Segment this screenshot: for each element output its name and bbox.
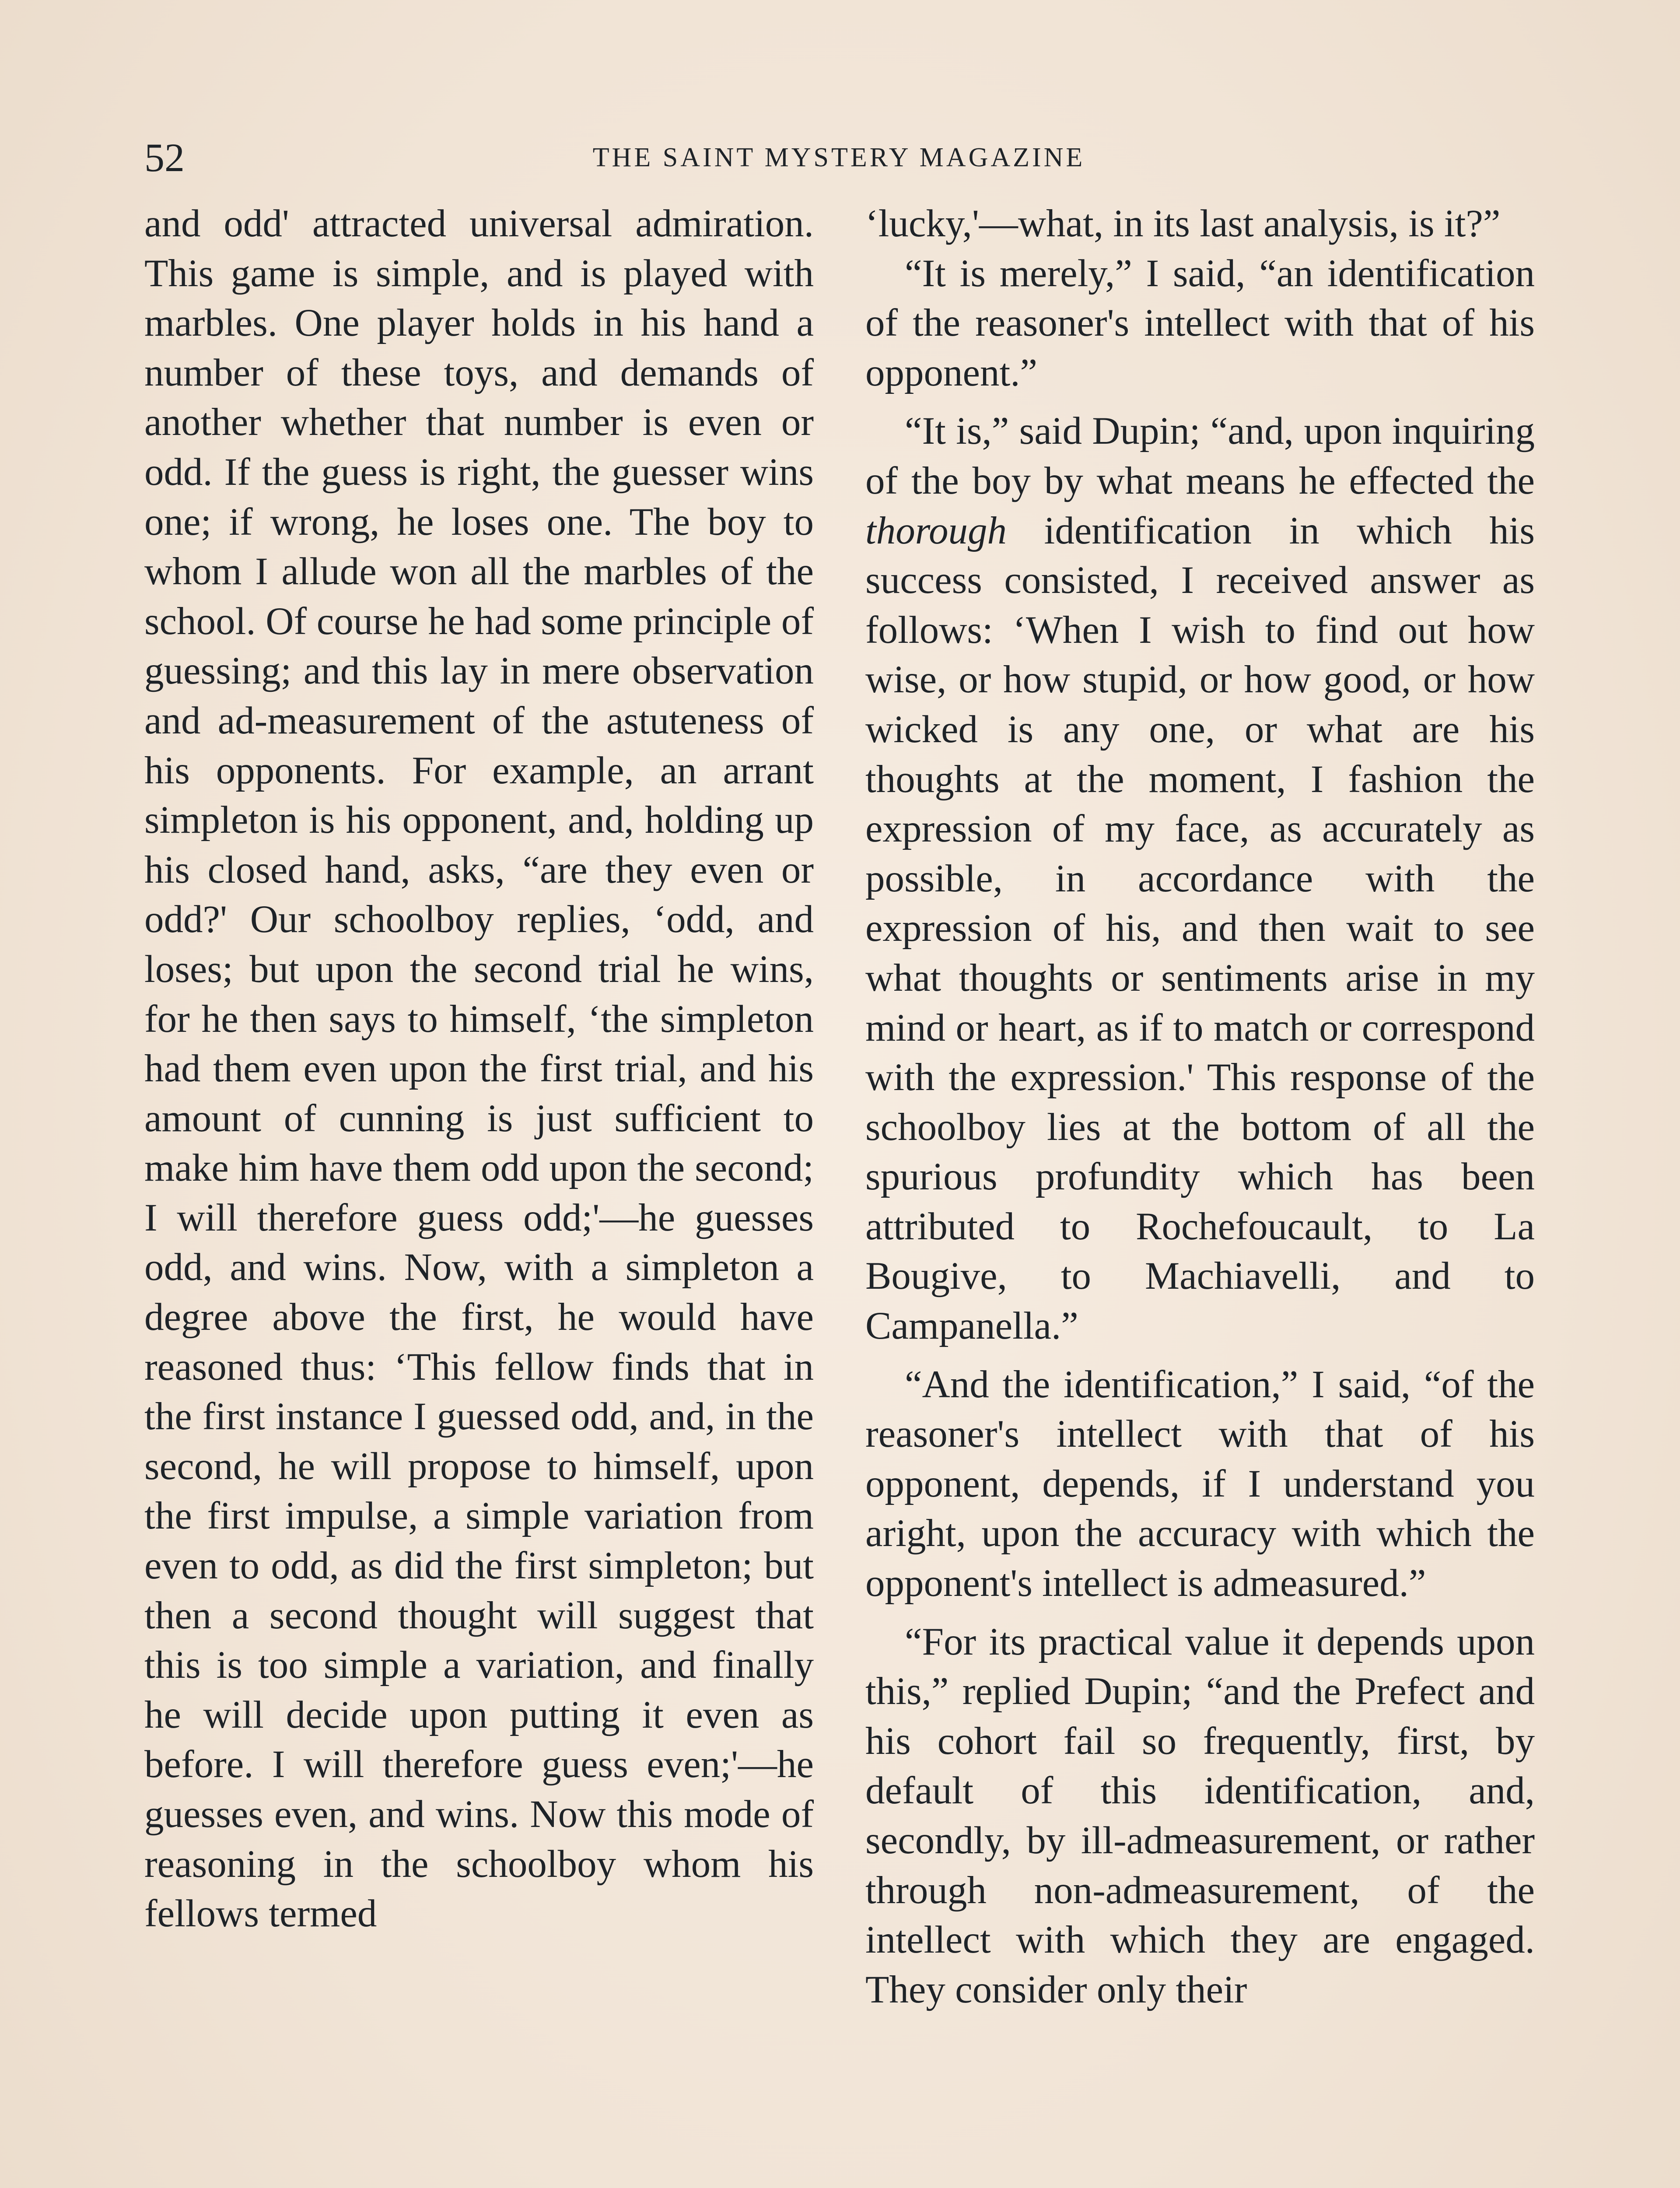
right-paragraph-1: ‘lucky,'—what, in its last analysis, is it?” <box>865 202 1501 245</box>
right-paragraph-2: “It is merely,” I said, “an identification of the reasoner's intellect with that of his opponent.” <box>865 252 1535 394</box>
right-paragraph-4: “And the identification,” I said, “of the reasoner's intellect with that of his opponent, depends, if I understand you aright, upon the accuracy with which the opponent's intellect is admeasured.” <box>865 1363 1535 1605</box>
page-number: 52 <box>144 135 185 180</box>
emphasized-word: thorough <box>865 509 1007 552</box>
page-header <box>144 131 1533 184</box>
right-column <box>865 199 1535 2015</box>
paragraph-text: identification in which his success consisted, I received answer as follows: ‘When I wish to find out how wise, or how stupid, or how good, or how wicked is any one, or what are his thoughts at the moment, I fashion the expression of my face, as accurately as possible, in accordance with the expression of his, and then wait to see what thoughts or sentiments arise in my mind or heart, as if to match or correspond with the expression.' This response of the schoolboy lies at the bottom of all the spurious profundity which has been attributed to Rochefoucault, to La Bougive, to Machiavelli, and to Campanella.” <box>865 509 1535 1348</box>
running-head: THE SAINT MYSTERY MAGAZINE <box>592 143 1085 172</box>
paragraph-text: “It is,” said Dupin; “and, upon inquiring of the boy by what means he effected the <box>865 410 1535 502</box>
left-column <box>144 199 814 1939</box>
left-paragraph: and odd' attracted universal admiration. This game is simple, and is played with marbles. One player holds in his hand a number of these toys, and demands of another whether that number is even or odd. If the guess is right, the guesser wins one; if wrong, he loses one. The boy to whom I allude won all the marbles of the school. Of course he had some principle of guessing; and this lay in mere observation and ad-measurement of the astuteness of his opponents. For example, an arrant simpleton is his opponent, and, holding up his closed hand, asks, “are they even or odd?' Our schoolboy replies, ‘odd, and loses; but upon the second trial he wins, for he then says to himself, ‘the simpleton had them even upon the first trial, and his amount of cunning is just sufficient to make him have them odd upon the second; I will therefore guess odd;'—he guesses odd, and wins. Now, with a simpleton a degree above the first, he would have reasoned thus: ‘This fellow finds that in the first instance I guessed odd, and, in the second, he will propose to himself, upon the first impulse, a simple variation from even to odd, as did the first simpleton; but then a second thought will suggest that this is too simple a variation, and finally he will decide upon putting it even as before. I will therefore guess even;'—he guesses even, and wins. Now this mode of reasoning in the schoolboy whom his fellows termed <box>144 202 814 1936</box>
right-paragraph-5: “For its practical value it depends upon this,” replied Dupin; “and the Prefect and his cohort fail so frequently, first, by default of this identification, and, secondly, by ill-admeasurement, or rather through non-admeasurement, of the intellect with which they are engaged. They consider only their <box>865 1620 1535 2011</box>
right-paragraph-3 <box>865 407 1535 1351</box>
